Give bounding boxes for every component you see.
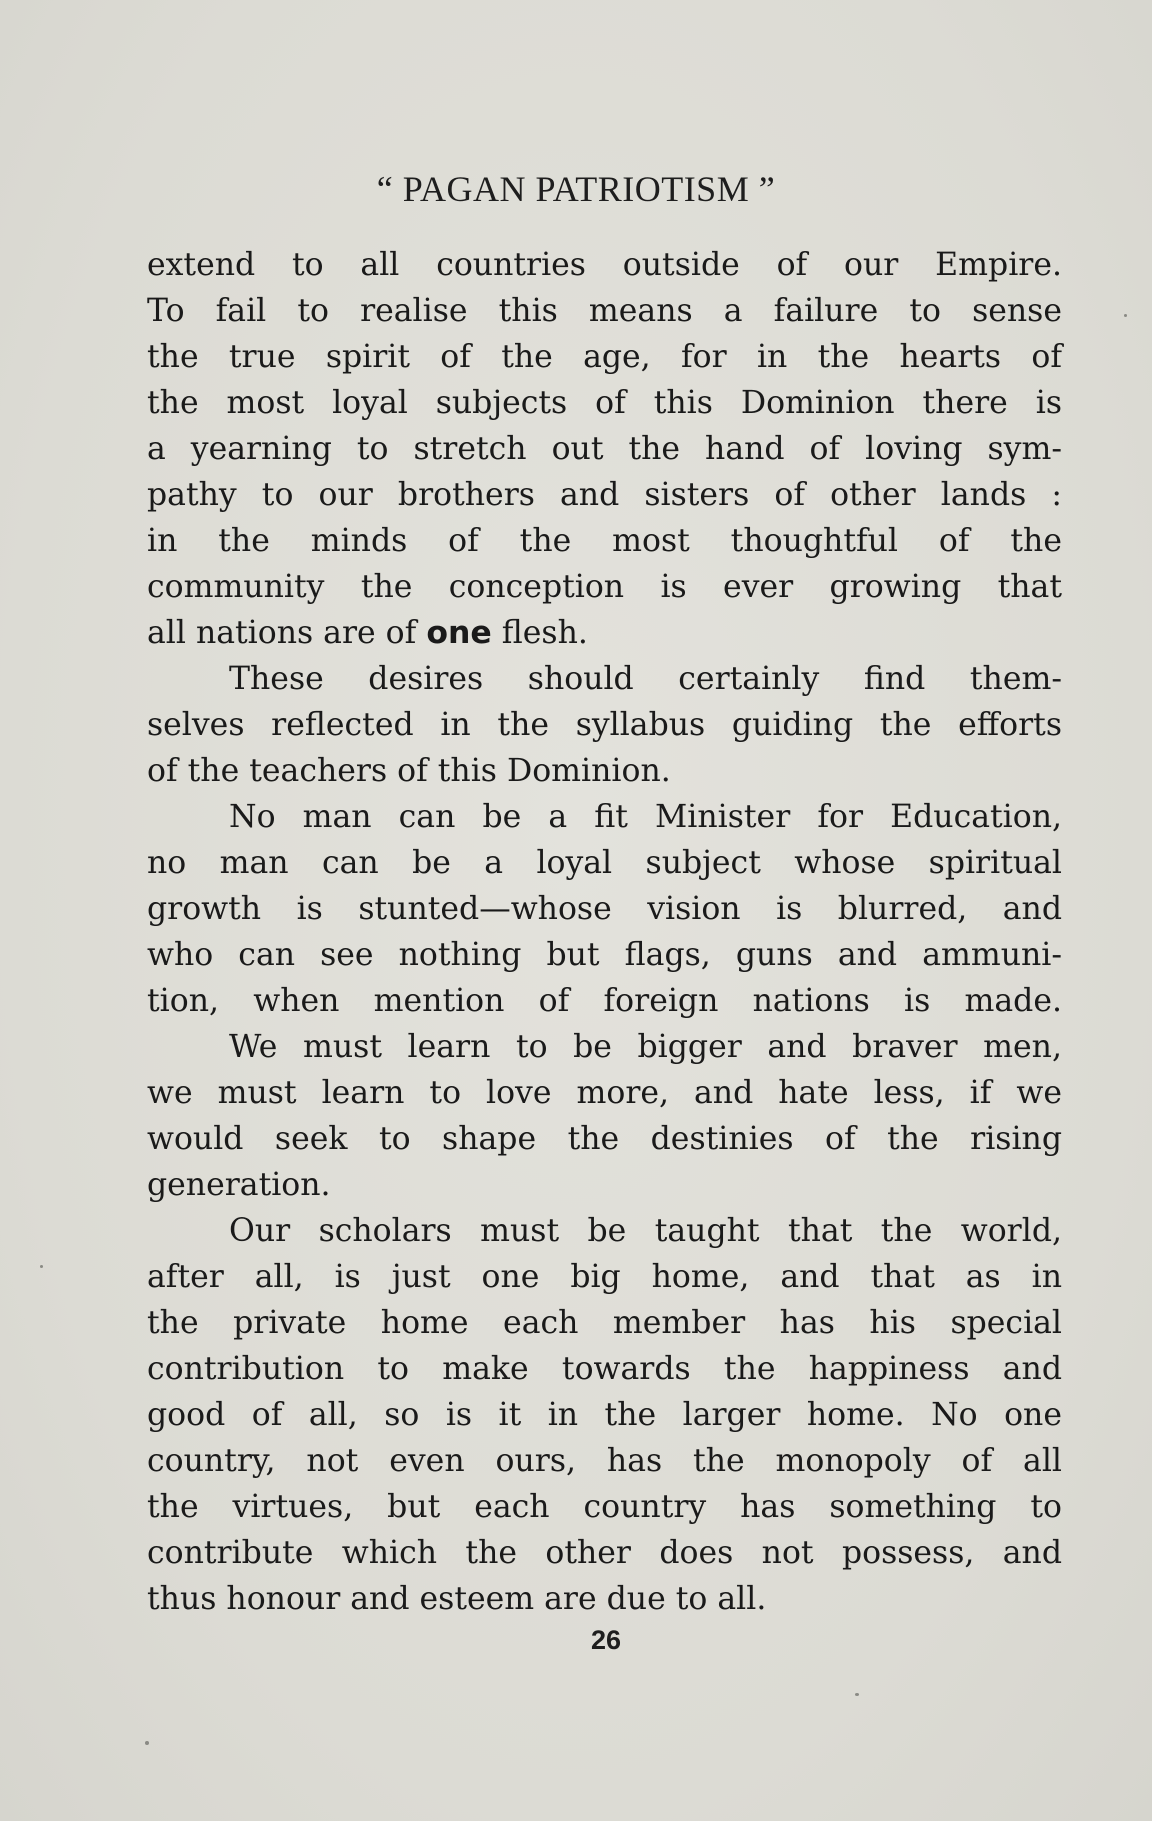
paragraph-4 [147, 1024, 1062, 1208]
page-number: 26 [590, 1625, 622, 1655]
paragraph-1 [147, 242, 1062, 656]
text-line: we must learn to love more, and hate less, if we [147, 1075, 1062, 1111]
paper-speck [40, 1265, 43, 1268]
text-line: of the teachers of this Dominion. [147, 753, 671, 789]
text-line: would seek to shape the destinies of the rising [147, 1121, 1062, 1157]
running-head-title: “ PAGAN PATRIOTISM ” [376, 169, 776, 209]
text-line: tion, when mention of foreign nations is made. [147, 983, 1062, 1019]
text-segment: flesh. [491, 615, 588, 651]
text-line: generation. [147, 1167, 331, 1203]
text-line: no man can be a loyal subject whose spiritual [147, 845, 1062, 881]
paragraph-3 [147, 794, 1062, 1024]
text-line: To fail to realise this means a failure to sense [147, 293, 1062, 329]
text-line: No man can be a fit Minister for Education, [229, 799, 1062, 835]
text-line: after all, is just one big home, and that as in [147, 1259, 1062, 1295]
text-line: the virtues, but each country has something to [147, 1489, 1062, 1525]
emphasized-word: one [426, 615, 492, 651]
paragraph-2 [147, 656, 1062, 794]
text-line: extend to all countries outside of our Empire. [147, 247, 1062, 283]
text-line: We must learn to be bigger and braver men, [229, 1029, 1062, 1065]
text-line: Our scholars must be taught that the world, [229, 1213, 1062, 1249]
text-line: contribution to make towards the happiness and [147, 1351, 1062, 1387]
text-line: country, not even ours, has the monopoly of all [147, 1443, 1062, 1479]
text-line: pathy to our brothers and sisters of other lands : [147, 477, 1062, 513]
text-line: contribute which the other does not possess, and [147, 1535, 1062, 1571]
text-line: the private home each member has his special [147, 1305, 1062, 1341]
paper-speck [145, 1741, 149, 1745]
text-line: the true spirit of the age, for in the hearts of [147, 339, 1062, 375]
text-line: who can see nothing but flags, guns and ammuni- [147, 937, 1062, 973]
text-line: thus honour and esteem are due to all. [147, 1581, 767, 1617]
text-line: in the minds of the most thoughtful of the [147, 523, 1062, 559]
text-line [147, 610, 1062, 656]
text-line: a yearning to stretch out the hand of loving sym- [147, 431, 1062, 467]
text-line: the most loyal subjects of this Dominion there is [147, 385, 1062, 421]
text-line: good of all, so is it in the larger home. No one [147, 1397, 1062, 1433]
text-line: selves reflected in the syllabus guiding the efforts [147, 707, 1062, 743]
text-line: growth is stunted—whose vision is blurred, and [147, 891, 1062, 927]
body-text [147, 242, 1062, 1622]
paragraph-5 [147, 1208, 1062, 1622]
text-line: These desires should certainly find them- [229, 661, 1062, 697]
paper-speck [855, 1693, 859, 1696]
text-line: community the conception is ever growing that [147, 569, 1062, 605]
paper-speck [1124, 314, 1127, 317]
text-segment: all nations are of [147, 615, 427, 651]
